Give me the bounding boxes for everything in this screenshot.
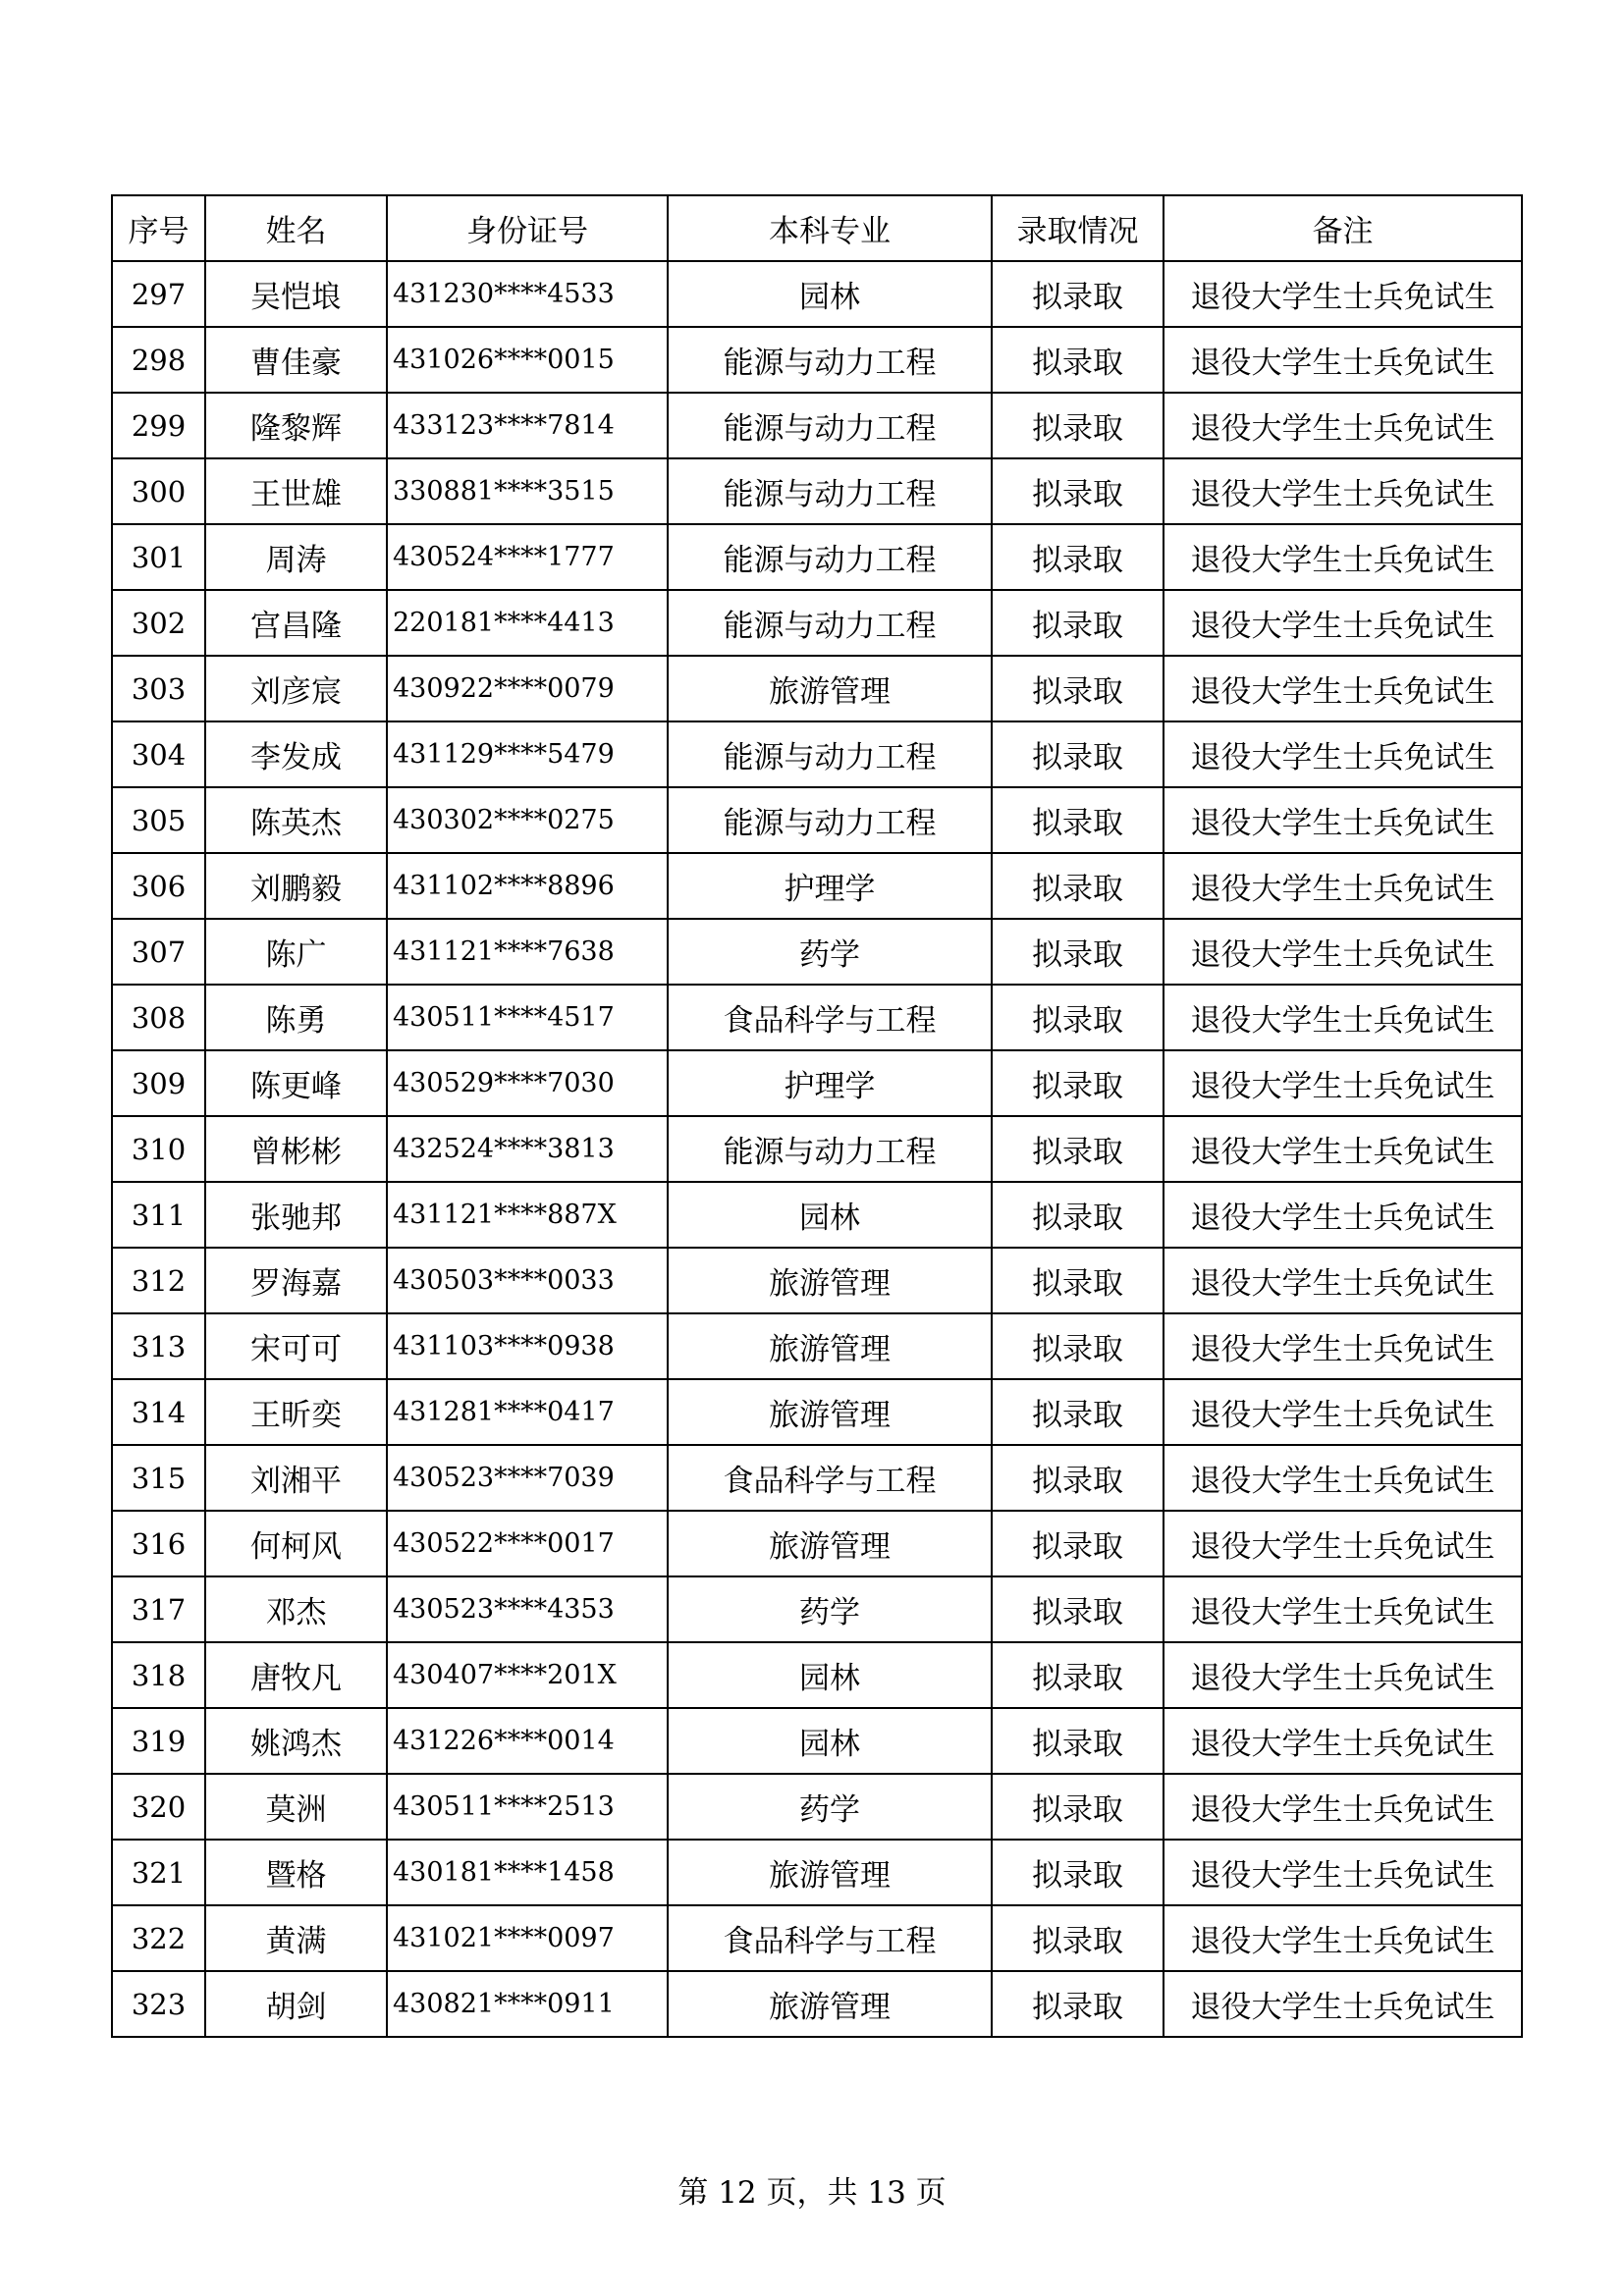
name-cell: 胡剑 — [205, 1971, 387, 2037]
id-cell: 430407****201X — [387, 1642, 668, 1708]
major-cell: 旅游管理 — [668, 1313, 992, 1379]
table-row — [112, 1248, 1522, 1313]
note-cell: 退役大学生士兵免试生 — [1164, 1905, 1522, 1971]
note-cell: 退役大学生士兵免试生 — [1164, 393, 1522, 458]
major-cell: 食品科学与工程 — [668, 985, 992, 1050]
header-name: 姓名 — [205, 195, 387, 261]
note-cell: 退役大学生士兵免试生 — [1164, 590, 1522, 656]
seq-cell: 313 — [112, 1313, 205, 1379]
status-cell: 拟录取 — [992, 1642, 1164, 1708]
major-cell: 能源与动力工程 — [668, 590, 992, 656]
major-cell: 能源与动力工程 — [668, 393, 992, 458]
major-cell: 药学 — [668, 1576, 992, 1642]
seq-cell: 303 — [112, 656, 205, 721]
seq-cell: 309 — [112, 1050, 205, 1116]
id-cell: 431121****7638 — [387, 919, 668, 985]
name-cell: 刘湘平 — [205, 1445, 387, 1511]
table-row — [112, 1774, 1522, 1840]
header-admission-status: 录取情况 — [992, 195, 1164, 261]
seq-cell: 322 — [112, 1905, 205, 1971]
seq-cell: 317 — [112, 1576, 205, 1642]
seq-cell: 297 — [112, 261, 205, 327]
table-row — [112, 787, 1522, 853]
seq-cell: 311 — [112, 1182, 205, 1248]
table-row — [112, 1905, 1522, 1971]
name-cell: 陈勇 — [205, 985, 387, 1050]
table-row — [112, 590, 1522, 656]
table-row — [112, 1313, 1522, 1379]
id-cell: 430511****2513 — [387, 1774, 668, 1840]
major-cell: 能源与动力工程 — [668, 458, 992, 524]
status-cell: 拟录取 — [992, 1576, 1164, 1642]
seq-cell: 320 — [112, 1774, 205, 1840]
note-cell: 退役大学生士兵免试生 — [1164, 1379, 1522, 1445]
major-cell: 旅游管理 — [668, 1971, 992, 2037]
major-cell: 园林 — [668, 1708, 992, 1774]
table-row — [112, 1708, 1522, 1774]
id-cell: 430529****7030 — [387, 1050, 668, 1116]
id-cell: 430523****4353 — [387, 1576, 668, 1642]
note-cell: 退役大学生士兵免试生 — [1164, 787, 1522, 853]
name-cell: 姚鸿杰 — [205, 1708, 387, 1774]
table-row — [112, 327, 1522, 393]
status-cell: 拟录取 — [992, 1050, 1164, 1116]
status-cell: 拟录取 — [992, 261, 1164, 327]
major-cell: 能源与动力工程 — [668, 787, 992, 853]
seq-cell: 323 — [112, 1971, 205, 2037]
major-cell: 园林 — [668, 1642, 992, 1708]
table-header-row — [112, 195, 1522, 261]
id-cell: 430524****1777 — [387, 524, 668, 590]
table-row — [112, 1576, 1522, 1642]
major-cell: 园林 — [668, 261, 992, 327]
id-cell: 431121****887X — [387, 1182, 668, 1248]
seq-cell: 306 — [112, 853, 205, 919]
seq-cell: 308 — [112, 985, 205, 1050]
note-cell: 退役大学生士兵免试生 — [1164, 1116, 1522, 1182]
name-cell: 张驰邦 — [205, 1182, 387, 1248]
note-cell: 退役大学生士兵免试生 — [1164, 919, 1522, 985]
note-cell: 退役大学生士兵免试生 — [1164, 458, 1522, 524]
name-cell: 吴恺埌 — [205, 261, 387, 327]
status-cell: 拟录取 — [992, 1774, 1164, 1840]
seq-cell: 305 — [112, 787, 205, 853]
note-cell: 退役大学生士兵免试生 — [1164, 1248, 1522, 1313]
table-row — [112, 458, 1522, 524]
id-cell: 430922****0079 — [387, 656, 668, 721]
status-cell: 拟录取 — [992, 985, 1164, 1050]
name-cell: 陈广 — [205, 919, 387, 985]
note-cell: 退役大学生士兵免试生 — [1164, 1511, 1522, 1576]
major-cell: 能源与动力工程 — [668, 327, 992, 393]
status-cell: 拟录取 — [992, 1182, 1164, 1248]
id-cell: 430181****1458 — [387, 1840, 668, 1905]
table-row — [112, 656, 1522, 721]
status-cell: 拟录取 — [992, 393, 1164, 458]
seq-cell: 321 — [112, 1840, 205, 1905]
page-footer: 第 12 页，共 13 页 — [677, 2175, 947, 2211]
major-cell: 能源与动力工程 — [668, 1116, 992, 1182]
seq-cell: 310 — [112, 1116, 205, 1182]
status-cell: 拟录取 — [992, 721, 1164, 787]
name-cell: 莫洲 — [205, 1774, 387, 1840]
note-cell: 退役大学生士兵免试生 — [1164, 721, 1522, 787]
status-cell: 拟录取 — [992, 853, 1164, 919]
major-cell: 护理学 — [668, 853, 992, 919]
seq-cell: 318 — [112, 1642, 205, 1708]
table-row — [112, 1642, 1522, 1708]
name-cell: 罗海嘉 — [205, 1248, 387, 1313]
name-cell: 王世雄 — [205, 458, 387, 524]
major-cell: 旅游管理 — [668, 1248, 992, 1313]
major-cell: 园林 — [668, 1182, 992, 1248]
note-cell: 退役大学生士兵免试生 — [1164, 261, 1522, 327]
name-cell: 曾彬彬 — [205, 1116, 387, 1182]
status-cell: 拟录取 — [992, 327, 1164, 393]
status-cell: 拟录取 — [992, 590, 1164, 656]
table-row — [112, 1511, 1522, 1576]
table-row — [112, 393, 1522, 458]
major-cell: 药学 — [668, 919, 992, 985]
table-row — [112, 524, 1522, 590]
table-row — [112, 721, 1522, 787]
name-cell: 宋可可 — [205, 1313, 387, 1379]
status-cell: 拟录取 — [992, 1511, 1164, 1576]
note-cell: 退役大学生士兵免试生 — [1164, 1642, 1522, 1708]
table-row — [112, 919, 1522, 985]
seq-cell: 316 — [112, 1511, 205, 1576]
name-cell: 刘鹏毅 — [205, 853, 387, 919]
status-cell: 拟录取 — [992, 787, 1164, 853]
major-cell: 食品科学与工程 — [668, 1445, 992, 1511]
name-cell: 曹佳豪 — [205, 327, 387, 393]
note-cell: 退役大学生士兵免试生 — [1164, 524, 1522, 590]
status-cell: 拟录取 — [992, 458, 1164, 524]
seq-cell: 300 — [112, 458, 205, 524]
id-cell: 431103****0938 — [387, 1313, 668, 1379]
note-cell: 退役大学生士兵免试生 — [1164, 1182, 1522, 1248]
note-cell: 退役大学生士兵免试生 — [1164, 985, 1522, 1050]
note-cell: 退役大学生士兵免试生 — [1164, 1050, 1522, 1116]
status-cell: 拟录取 — [992, 524, 1164, 590]
major-cell: 能源与动力工程 — [668, 721, 992, 787]
major-cell: 药学 — [668, 1774, 992, 1840]
table-row — [112, 985, 1522, 1050]
major-cell: 能源与动力工程 — [668, 524, 992, 590]
id-cell: 430523****7039 — [387, 1445, 668, 1511]
note-cell: 退役大学生士兵免试生 — [1164, 1840, 1522, 1905]
header-remarks: 备注 — [1164, 195, 1522, 261]
id-cell: 430821****0911 — [387, 1971, 668, 2037]
id-cell: 431281****0417 — [387, 1379, 668, 1445]
table-row — [112, 1379, 1522, 1445]
note-cell: 退役大学生士兵免试生 — [1164, 1313, 1522, 1379]
major-cell: 护理学 — [668, 1050, 992, 1116]
header-id-number: 身份证号 — [387, 195, 668, 261]
id-cell: 220181****4413 — [387, 590, 668, 656]
name-cell: 唐牧凡 — [205, 1642, 387, 1708]
id-cell: 431021****0097 — [387, 1905, 668, 1971]
seq-cell: 301 — [112, 524, 205, 590]
status-cell: 拟录取 — [992, 1445, 1164, 1511]
note-cell: 退役大学生士兵免试生 — [1164, 1708, 1522, 1774]
name-cell: 周涛 — [205, 524, 387, 590]
name-cell: 刘彦宸 — [205, 656, 387, 721]
id-cell: 431129****5479 — [387, 721, 668, 787]
status-cell: 拟录取 — [992, 1248, 1164, 1313]
id-cell: 430503****0033 — [387, 1248, 668, 1313]
table-row — [112, 1182, 1522, 1248]
table-row — [112, 1116, 1522, 1182]
header-major: 本科专业 — [668, 195, 992, 261]
note-cell: 退役大学生士兵免试生 — [1164, 1971, 1522, 2037]
table-row — [112, 1445, 1522, 1511]
id-cell: 431026****0015 — [387, 327, 668, 393]
status-cell: 拟录取 — [992, 1840, 1164, 1905]
status-cell: 拟录取 — [992, 1905, 1164, 1971]
id-cell: 431230****4533 — [387, 261, 668, 327]
major-cell: 旅游管理 — [668, 1379, 992, 1445]
table-row — [112, 1840, 1522, 1905]
seq-cell: 314 — [112, 1379, 205, 1445]
name-cell: 黄满 — [205, 1905, 387, 1971]
status-cell: 拟录取 — [992, 919, 1164, 985]
status-cell: 拟录取 — [992, 656, 1164, 721]
id-cell: 431102****8896 — [387, 853, 668, 919]
name-cell: 何柯风 — [205, 1511, 387, 1576]
major-cell: 旅游管理 — [668, 1511, 992, 1576]
id-cell: 433123****7814 — [387, 393, 668, 458]
table-row — [112, 1971, 1522, 2037]
note-cell: 退役大学生士兵免试生 — [1164, 327, 1522, 393]
status-cell: 拟录取 — [992, 1313, 1164, 1379]
name-cell: 宫昌隆 — [205, 590, 387, 656]
id-cell: 430511****4517 — [387, 985, 668, 1050]
note-cell: 退役大学生士兵免试生 — [1164, 1774, 1522, 1840]
status-cell: 拟录取 — [992, 1379, 1164, 1445]
status-cell: 拟录取 — [992, 1971, 1164, 2037]
seq-cell: 299 — [112, 393, 205, 458]
table-body — [112, 261, 1522, 2037]
seq-cell: 307 — [112, 919, 205, 985]
table-row — [112, 1050, 1522, 1116]
admission-table — [111, 194, 1523, 2038]
note-cell: 退役大学生士兵免试生 — [1164, 1576, 1522, 1642]
id-cell: 432524****3813 — [387, 1116, 668, 1182]
id-cell: 431226****0014 — [387, 1708, 668, 1774]
id-cell: 430522****0017 — [387, 1511, 668, 1576]
id-cell: 330881****3515 — [387, 458, 668, 524]
name-cell: 暨格 — [205, 1840, 387, 1905]
seq-cell: 298 — [112, 327, 205, 393]
seq-cell: 319 — [112, 1708, 205, 1774]
major-cell: 旅游管理 — [668, 1840, 992, 1905]
status-cell: 拟录取 — [992, 1116, 1164, 1182]
major-cell: 食品科学与工程 — [668, 1905, 992, 1971]
seq-cell: 315 — [112, 1445, 205, 1511]
name-cell: 隆黎辉 — [205, 393, 387, 458]
note-cell: 退役大学生士兵免试生 — [1164, 656, 1522, 721]
major-cell: 旅游管理 — [668, 656, 992, 721]
table-row — [112, 853, 1522, 919]
name-cell: 陈更峰 — [205, 1050, 387, 1116]
seq-cell: 312 — [112, 1248, 205, 1313]
name-cell: 王昕奕 — [205, 1379, 387, 1445]
id-cell: 430302****0275 — [387, 787, 668, 853]
status-cell: 拟录取 — [992, 1708, 1164, 1774]
seq-cell: 302 — [112, 590, 205, 656]
header-seq: 序号 — [112, 195, 205, 261]
name-cell: 陈英杰 — [205, 787, 387, 853]
name-cell: 李发成 — [205, 721, 387, 787]
note-cell: 退役大学生士兵免试生 — [1164, 1445, 1522, 1511]
table-row — [112, 261, 1522, 327]
note-cell: 退役大学生士兵免试生 — [1164, 853, 1522, 919]
name-cell: 邓杰 — [205, 1576, 387, 1642]
seq-cell: 304 — [112, 721, 205, 787]
